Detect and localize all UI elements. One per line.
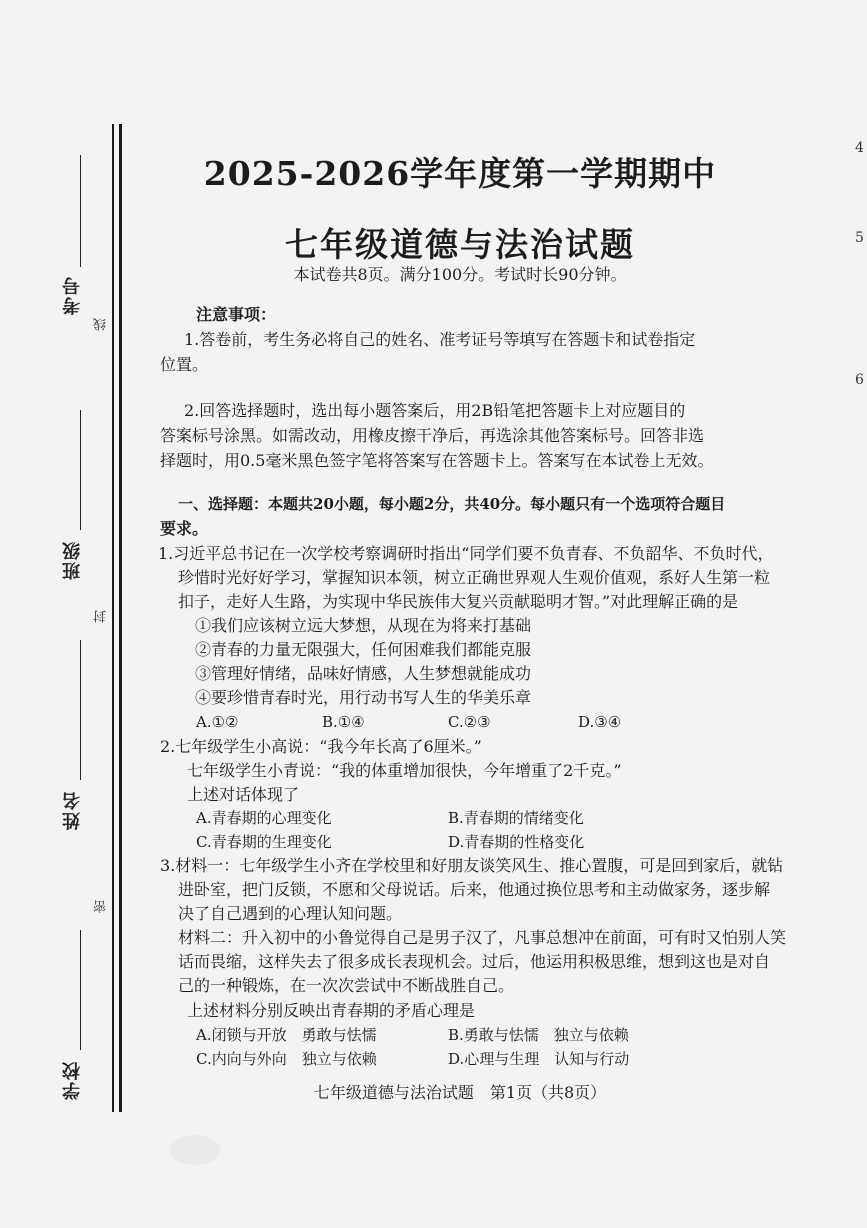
question-1-option-c[interactable]: C.②③ [448,713,491,731]
question-1-statement: ③管理好情绪，品味好情感，人生梦想就能成功 [195,664,532,683]
class-label: 班级 [62,540,83,580]
question-2-option-d[interactable]: D.青春期的性格变化 [448,833,585,851]
question-1-option-b[interactable]: B.①④ [322,713,365,731]
notes-item2-line3: 择题时，用0.5毫米黑色签字笔将答案写在答题卡上。答案写在本试卷上无效。 [160,451,714,470]
class-blank [80,410,81,530]
exam-info: 本试卷共8页。满分100分。考试时长90分钟。 [293,265,627,284]
name-label: 姓名 [62,790,83,830]
question-3-material: 材料二：升入初中的小鲁觉得自己是男子汉了，凡事总想冲在前面，可有时又怕别人笑 [178,928,787,947]
exam-title-line1: 2025-2026学年度第一学期期中 [203,154,717,193]
name-blank [80,640,81,780]
question-1-stem: 扣子，走好人生路，为实现中华民族伟大复兴贡献聪明才智。”对此理解正确的是 [178,592,739,611]
question-3-option-a[interactable]: A.闭锁与开放 勇敢与怯懦 [196,1026,377,1044]
binding-border-thin [112,124,114,1112]
school-blank [80,930,81,1050]
notes-item2-line1: 2.回答选择题时，选出每小题答案后，用2B铅笔把答题卡上对应题目的 [184,401,686,420]
question-3-prompt: 上述材料分别反映出青春期的矛盾心理是 [187,1001,476,1020]
exam-number-label: 考号 [62,275,83,315]
adjacent-page-number: 6 [855,372,864,388]
question-1-statement: ①我们应该树立远大梦想，从现在为将来打基础 [195,616,532,635]
question-3-material: 话而畏缩，这样失去了很多成长表现机会。过后，他运用积极思维，想到这也是对自 [178,952,771,971]
scan-smudge [170,1135,220,1165]
notes-item1-line2: 位置。 [160,355,209,374]
adjacent-page-number: 4 [855,140,864,156]
notes-item1-line1: 1.答卷前，考生务必将自己的姓名、准考证号等填写在答题卡和试卷指定 [184,330,696,349]
question-2-option-b[interactable]: B.青春期的情绪变化 [448,809,584,827]
question-3-option-c[interactable]: C.内向与外向 独立与依赖 [196,1050,377,1068]
question-3-material: 进卧室，把门反锁，不愿和父母说话。后来，他通过换位思考和主动做家务，逐步解 [178,880,771,899]
question-1-stem: 1.习近平总书记在一次学校考察调研时指出“同学们要不负青春、不负韶华、不负时代， [158,544,774,563]
binding-line-mark: 线 [94,318,109,331]
exam-number-blank [80,155,81,267]
question-3-option-d[interactable]: D.心理与生理 认知与行动 [448,1050,630,1068]
exam-title-line2: 七年级道德与法治试题 [285,225,635,264]
question-1-option-a[interactable]: A.①② [196,713,239,731]
question-1-statement: ②青春的力量无限强大，任何困难我们都能克服 [195,640,532,659]
binding-border-thick [119,124,122,1112]
question-3-option-b[interactable]: B.勇敢与怯懦 独立与依赖 [448,1026,629,1044]
binding-seal-mark: 封 [94,610,109,623]
question-1-statement: ④要珍惜青春时光，用行动书写人生的华美乐章 [195,688,532,707]
question-1-option-d[interactable]: D.③④ [578,713,622,731]
school-label: 学校 [62,1060,83,1100]
adjacent-page-number: 5 [855,230,864,246]
question-2-stem: 上述对话体现了 [187,785,300,804]
binding-secret-mark: 密 [94,900,109,913]
page-footer: 七年级道德与法治试题 第1页（共8页） [313,1083,607,1102]
notes-item2-line2: 答案标号涂黑。如需改动，用橡皮擦干净后，再选涂其他答案标号。回答非选 [160,426,705,445]
section-heading-line1: 一、选择题：本题共20小题，每小题2分，共40分。每小题只有一个选项符合题目 [178,495,726,513]
section-heading-line2: 要求。 [160,519,209,538]
question-2-stem: 七年级学生小青说：“我的体重增加很快，今年增重了2千克。” [187,761,622,780]
question-2-stem: 2.七年级学生小高说：“我今年长高了6厘米。” [160,737,482,756]
question-3-material: 己的一种锻炼，在一次次尝试中不断战胜自己。 [178,976,515,995]
question-3-material: 决了自己遇到的心理认知问题。 [178,904,403,923]
notes-heading: 注意事项： [196,305,277,324]
question-2-option-c[interactable]: C.青春期的生理变化 [196,833,332,851]
question-2-option-a[interactable]: A.青春期的心理变化 [196,809,332,827]
question-3-material: 3.材料一：七年级学生小齐在学校里和好朋友谈笑风生、推心置腹，可是回到家后，就钻 [160,856,784,875]
question-1-stem: 珍惜时光好好学习，掌握知识本领，树立正确世界观人生观价值观，系好人生第一粒 [178,568,771,587]
